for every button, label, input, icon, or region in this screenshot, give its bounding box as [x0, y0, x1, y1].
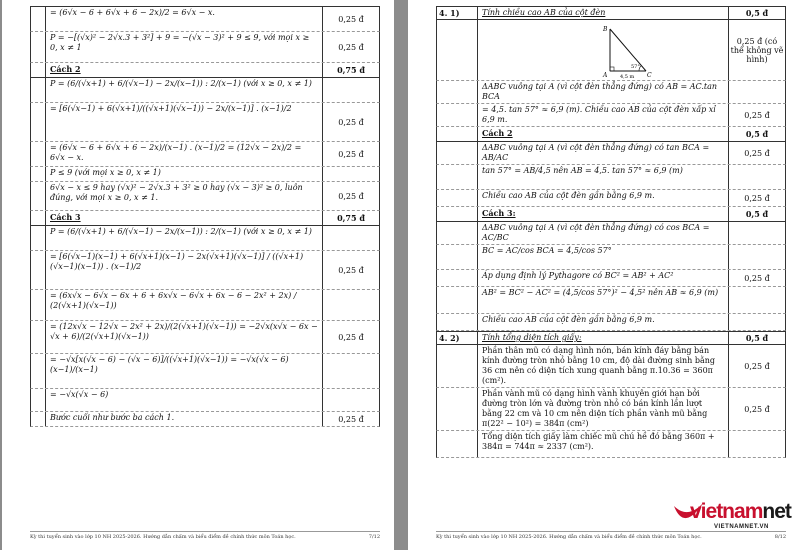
solution-row — [436, 165, 786, 190]
score-cell — [728, 245, 785, 269]
solution-row — [436, 190, 786, 207]
solution-row — [30, 226, 380, 251]
solution-row — [30, 321, 380, 354]
solution-text: P = (6/(√x+1) + 6/(√x−1) − 2x/(x−1)) : 2/(x−1) (với x ≥ 0, x ≠ 1) — [50, 227, 312, 236]
solution-text: Phần thân mũ có dạng hình nón, bán kính đáy bằng bán kính đường tròn nhỏ bằng 10 cm, độ dài đường sinh bằng 36 cm nên có diện tích xung quanh bằng π.10.36 = 360π (cm²). — [482, 346, 716, 385]
solution-text: Phần vành mũ có dạng hình vành khuyên giới hạn bởi đường tròn lớn và đường tròn nhỏ có bán kính lần lượt bằng 22 cm và 10 cm nên diện tích phần vành mũ bằng π(22² − 10²) = 384π (cm²) — [482, 389, 708, 428]
method-title: Cách 3 — [50, 212, 81, 222]
method-title: Cách 3: — [482, 208, 516, 218]
question-row — [436, 331, 786, 345]
question-row — [436, 6, 786, 20]
score-cell: 0,25 đ — [322, 7, 379, 31]
solution-text: = [6(√x−1)(x−1) + 6(√x+1)(x−1) − 2x(√x+1)(√x−1)] / ((√x+1)(√x−1)(x−1)) . (x−1)/2 — [50, 252, 304, 271]
label-b: B — [603, 26, 608, 33]
score-cell: 0,25 đ — [322, 103, 379, 141]
solution-row — [436, 245, 786, 270]
solution-text: tan 57° = AB/4,5 nên AB = 4,5. tan 57° ≈ 6,9 (m) — [482, 166, 683, 175]
score-cell — [728, 81, 785, 103]
method-header-row — [30, 211, 380, 226]
label-a: A — [603, 72, 608, 79]
method-title: Cách 2 — [50, 64, 81, 74]
question-number: 4. 1) — [437, 7, 478, 19]
footer-title: Kỳ thi tuyển sinh vào lớp 10 NH 2025-2026. Hướng dẫn chấm và biểu điểm đề chính thức môn Toán học. — [436, 534, 702, 540]
triangle-figure — [602, 23, 662, 79]
solution-text: = (12x√x − 12√x − 2x² + 2x)/(2(√x+1)(√x−1)) = −2√x(x√x − 6x − √x + 6)/(2(√x+1)(√x−1)) — [50, 322, 318, 341]
solution-row — [30, 142, 380, 167]
score-cell — [728, 165, 785, 189]
score-cell: 0,25 đ — [728, 270, 785, 286]
score-cell — [728, 314, 785, 330]
score-cell: 0,25 đ — [322, 182, 379, 210]
solution-text: P ≤ 9 (với mọi x ≥ 0, x ≠ 1) — [50, 168, 161, 177]
solution-row — [436, 104, 786, 127]
score-cell: 0,75 đ — [322, 211, 379, 225]
label-c: C — [647, 72, 652, 79]
solution-text: P = −[(√x)² − 2√x.3 + 3²] + 9 = −(√x − 3)² + 9 ≤ 9, với mọi x ≥ 0, x ≠ 1 — [50, 33, 310, 52]
page-number: 8/12 — [774, 534, 786, 540]
score-cell — [322, 226, 379, 250]
solution-row — [436, 142, 786, 165]
question-title: Tính tổng diện tích giấy: — [482, 333, 582, 342]
solution-text: Chiều cao AB của cột đèn gần bằng 6,9 m. — [482, 315, 655, 324]
solution-text: = (6√x − 6 + 6√x + 6 − 2x)/(x−1) . (x−1)/2 = (12√x − 2x)/2 = 6√x − x. — [50, 143, 302, 162]
score-cell: 0,25 đ — [322, 412, 379, 426]
score-cell: 0,25 đ — [728, 190, 785, 206]
solution-row — [436, 81, 786, 104]
score-cell: 0,25 đ — [322, 321, 379, 353]
angle-label: 57° — [631, 64, 640, 70]
solution-text: Chiều cao AB của cột đèn gần bằng 6,9 m. — [482, 191, 655, 200]
solution-row — [436, 287, 786, 314]
method-header-row — [30, 63, 380, 78]
base-label: 4,5 m — [620, 74, 635, 79]
solution-text: Áp dụng định lý Pythagore có BC² = AB² + AC² — [482, 271, 674, 280]
solution-text: = −√x(√x − 6) — [50, 390, 109, 399]
score-cell: 0,25 đ — [728, 104, 785, 126]
solution-row — [436, 345, 786, 388]
solution-text: AB² = BC² − AC² = (4,5/cos 57°)² − 4,5² nên AB ≈ 6,9 (m) — [482, 288, 719, 297]
solution-row — [30, 182, 380, 211]
score-cell — [322, 167, 379, 181]
question-number: 4. 2) — [437, 332, 478, 344]
question-title: Tính chiều cao AB của cột đèn — [482, 8, 606, 17]
grading-table-right — [436, 6, 786, 458]
score-cell — [322, 78, 379, 102]
solution-row — [436, 270, 786, 287]
solution-text: ΔABC vuông tại A (vì cột đèn thẳng đứng) có AB = AC.tan BCA — [482, 82, 718, 101]
solution-row — [30, 103, 380, 142]
solution-row — [30, 32, 380, 63]
score-cell — [728, 222, 785, 244]
method-header-row — [436, 207, 786, 222]
score-cell: 0,5 đ — [728, 332, 785, 344]
score-cell: 0,75 đ — [322, 63, 379, 77]
score-cell: 0,25 đ — [322, 142, 379, 166]
logo-url: VIETNAMNET.VN — [714, 524, 769, 530]
solution-text: Tổng diện tích giấy làm chiếc mũ chú hề đó bằng 360π + 384π = 744π ≈ 2337 (cm²). — [482, 432, 715, 451]
score-cell: 0,25 đ — [728, 345, 785, 387]
solution-row — [30, 412, 380, 427]
solution-text: ΔABC vuông tại A (vì cột đèn thẳng đứng) có tan BCA = AB/AC — [482, 143, 710, 162]
solution-text: = [6(√x−1) + 6(√x+1)/((√x+1)(√x−1)) − 2x/(x−1)] . (x−1)/2 — [50, 104, 292, 113]
solution-text: BC = AC/cos BCA = 4,5/cos 57° — [482, 246, 612, 255]
score-cell — [728, 431, 785, 457]
solution-row — [30, 290, 380, 321]
solution-text: P = (6/(√x+1) + 6/(√x−1) − 2x/(x−1)) : 2/(x−1) (với x ≥ 0, x ≠ 1) — [50, 79, 312, 88]
solution-row — [30, 354, 380, 389]
solution-text: = −√x[x(√x − 6) − (√x − 6)]/((√x+1)(√x−1)) = −√x(√x − 6)(x−1)/(x−1) — [50, 355, 289, 374]
solution-text: 6√x − x ≤ 9 hay (√x)² − 2√x.3 + 3² ≥ 0 hay (√x − 3)² ≥ 0, luôn đúng, với mọi x ≥ 0, x ≠ 1. — [50, 183, 303, 202]
solution-row — [436, 388, 786, 431]
score-cell: 0,5 đ — [728, 7, 785, 19]
figure-row — [436, 20, 786, 81]
solution-text: = 4,5. tan 57° ≈ 6,9 (m). Chiều cao AB của cột đèn xấp xỉ 6,9 m. — [482, 105, 716, 124]
logo-brand-net: net — [762, 500, 791, 523]
score-cell — [322, 290, 379, 320]
score-cell: 0,5 đ — [728, 127, 785, 141]
score-cell — [322, 354, 379, 388]
solution-row — [436, 222, 786, 245]
solution-row — [436, 431, 786, 458]
solution-text: Bước cuối như bước ba cách 1. — [50, 413, 175, 422]
page-number: 7/12 — [368, 534, 380, 540]
solution-text: ΔABC vuông tại A (vì cột đèn thẳng đứng) có cos BCA = AC/BC — [482, 223, 710, 242]
document-page-right — [408, 0, 800, 550]
solution-row — [30, 167, 380, 182]
score-cell: 0,25 đ — [322, 32, 379, 62]
solution-text: = (6√x − 6 + 6√x + 6 − 2x)/2 = 6√x − x. — [50, 8, 215, 17]
score-cell: 0,25 đ — [728, 142, 785, 164]
score-cell — [728, 287, 785, 313]
score-cell: 0,25 đ — [728, 388, 785, 430]
document-page-left — [2, 0, 394, 550]
score-cell: 0,5 đ — [728, 207, 785, 221]
score-cell: 0,25 đ (có thể không vẽ hình) — [728, 20, 785, 80]
score-cell: 0,25 đ — [322, 251, 379, 289]
solution-row — [30, 6, 380, 32]
solution-row — [30, 389, 380, 412]
grading-table-left — [30, 6, 380, 427]
method-title: Cách 2 — [482, 128, 513, 138]
vietnamnet-logo — [668, 496, 794, 536]
method-header-row — [436, 127, 786, 142]
solution-row — [436, 314, 786, 331]
score-cell — [322, 389, 379, 411]
logo-brand: vietnam — [690, 500, 763, 523]
solution-row — [30, 78, 380, 103]
solution-text: = (6x√x − 6√x − 6x + 6 + 6x√x − 6√x + 6x − 6 − 2x² + 2x) / (2(√x+1)(√x−1)) — [50, 291, 297, 310]
page-footer — [30, 531, 380, 540]
footer-title: Kỳ thi tuyển sinh vào lớp 10 NH 2025-2026. Hướng dẫn chấm và biểu điểm đề chính thức môn Toán học. — [30, 534, 296, 540]
solution-row — [30, 251, 380, 290]
